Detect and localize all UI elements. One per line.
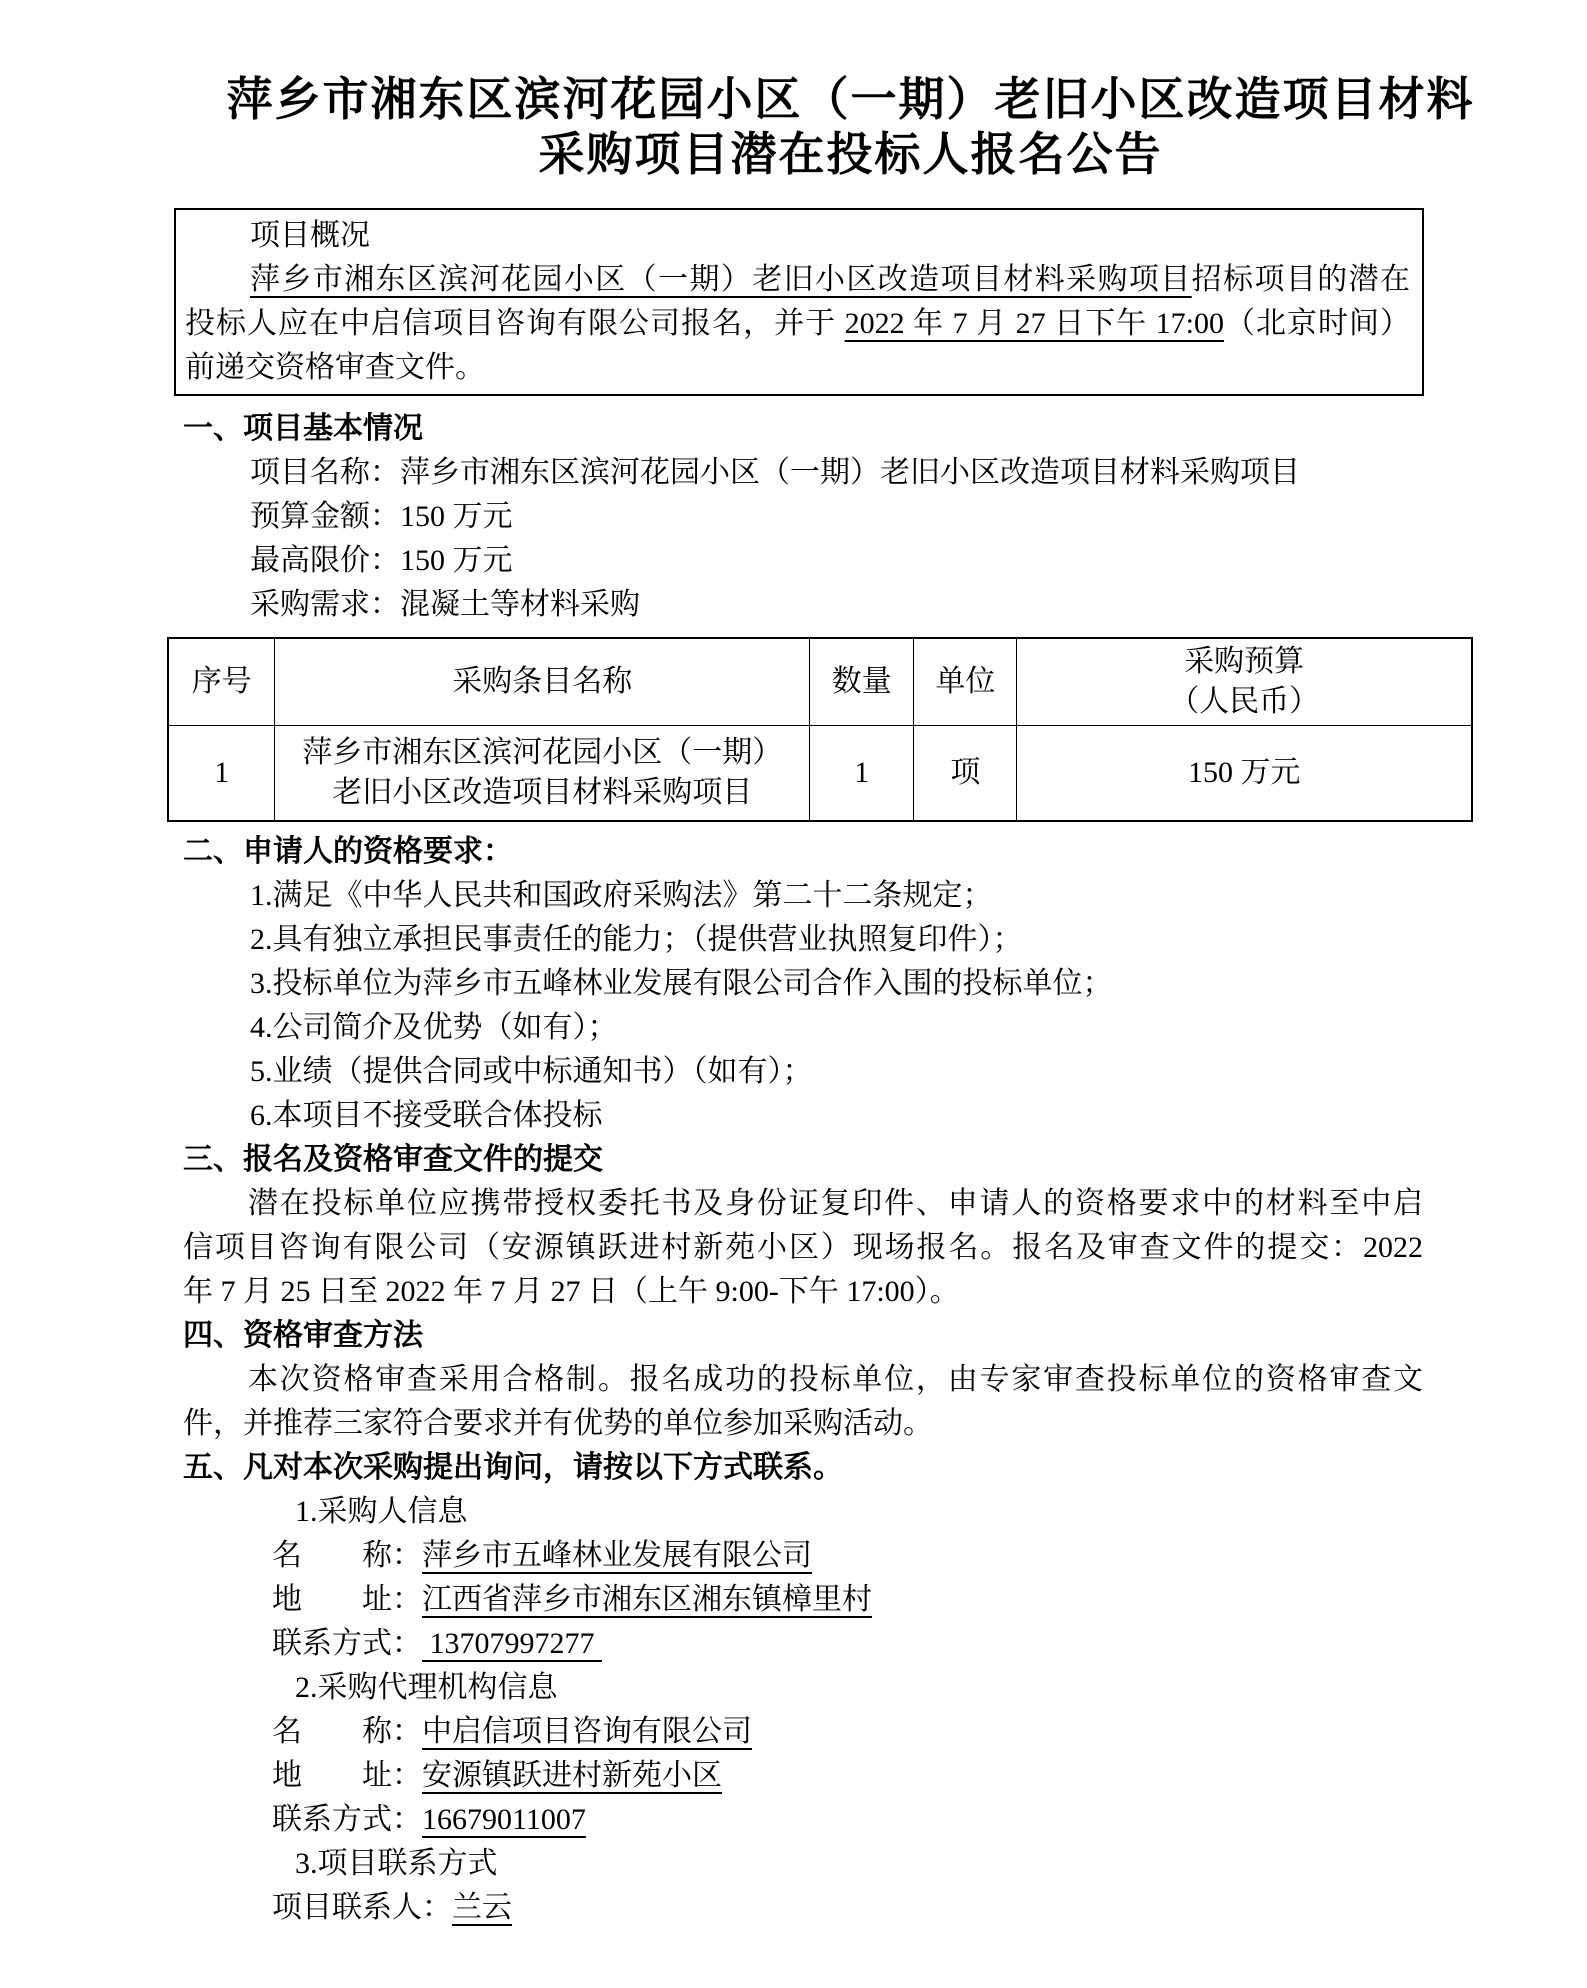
qualification-item-5: 5.业绩（提供合同或中标通知书）（如有）； <box>250 1055 813 1088</box>
doc-title-line-2: 采购项目潜在投标人报名公告 <box>538 129 1163 180</box>
qualification-item-4: 4.公司简介及优势（如有）； <box>250 1011 618 1044</box>
section-1-heading: 一、项目基本情况 <box>183 412 423 445</box>
buyer-name-value: 萍乡市五峰林业发展有限公司 <box>422 1539 812 1572</box>
section-3-line-3: 年 7 月 25 日至 2022 年 7 月 27 日（上午 9:00-下午 17:00）。 <box>183 1275 960 1308</box>
overview-project-name: 萍乡市湘东区滨河花园小区（一期）老旧小区改造项目材料采购项目 <box>250 263 1192 296</box>
overview-line-1 <box>185 258 1410 302</box>
section-3-line-1: 潜在投标单位应携带授权委托书及身份证复印件、申请人的资格要求中的材料至中启 <box>248 1187 1423 1220</box>
row-qty: 1 <box>810 726 914 822</box>
overview-line-2-post: （北京时间） <box>1223 307 1411 340</box>
section-4-heading: 四、资格审查方法 <box>183 1319 423 1352</box>
overview-line-3: 前递交资格审查文件。 <box>185 351 485 384</box>
buyer-address-line <box>272 1578 1473 1622</box>
table-header-seq: 序号 <box>168 638 275 726</box>
section-2-heading: 二、申请人的资格要求： <box>183 835 513 868</box>
section-4-paragraph <box>183 1358 1423 1446</box>
row-budget: 150 万元 <box>1017 726 1472 822</box>
max-price-line: 最高限价：150 万元 <box>250 544 513 577</box>
overview-line-2 <box>185 302 1410 346</box>
project-name-line: 项目名称：萍乡市湘东区滨河花园小区（一期）老旧小区改造项目材料采购项目 <box>250 456 1300 489</box>
project-contact-line <box>272 1886 1473 1930</box>
row-item-name-line-1: 萍乡市湘东区滨河花园小区（一期） <box>302 736 783 769</box>
section-4-line-2: 件，并推荐三家符合要求并有优势的单位参加采购活动。 <box>183 1407 933 1440</box>
buyer-name-line <box>272 1534 1473 1578</box>
buyer-address-label: 地 址： <box>272 1583 422 1616</box>
qualification-item-1: 1.满足《中华人民共和国政府采购法》第二十二条规定； <box>250 879 993 912</box>
buyer-address-value: 江西省萍乡市湘东区湘东镇樟里村 <box>422 1583 872 1616</box>
table-header-budget-line-1: 采购预算 <box>1184 645 1305 678</box>
row-seq: 1 <box>168 726 275 822</box>
qualification-item-6: 6.本项目不接受联合体投标 <box>250 1099 603 1132</box>
overview-line-1-rest: 招标项目的潜在 <box>1191 263 1411 296</box>
section-3-heading: 三、报名及资格审查文件的提交 <box>183 1143 603 1176</box>
project-contact-label: 项目联系人： <box>272 1891 452 1924</box>
section-3-line-2: 信项目咨询有限公司（安源镇跃进村新苑小区）现场报名。报名及审查文件的提交：2022 <box>183 1231 1423 1264</box>
agent-phone-line <box>272 1798 1473 1842</box>
project-contact-value: 兰云 <box>452 1891 512 1924</box>
agent-name-label: 名 称： <box>272 1715 422 1748</box>
section-4-line-1: 本次资格审查采用合格制。报名成功的投标单位，由专家审查投标单位的资格审查文 <box>248 1363 1423 1396</box>
project-overview-box <box>174 208 1424 396</box>
agent-address-line <box>272 1754 1473 1798</box>
row-item-name-line-2: 老旧小区改造项目材料采购项目 <box>332 776 753 809</box>
table-header-budget <box>1017 638 1472 726</box>
agent-phone-label: 联系方式： <box>272 1803 422 1836</box>
overview-label: 项目概况 <box>250 219 370 252</box>
agent-name-value: 中启信项目咨询有限公司 <box>422 1715 752 1748</box>
doc-title <box>114 72 1587 182</box>
agent-address-label: 地 址： <box>272 1759 422 1792</box>
agent-address-value: 安源镇跃进村新苑小区 <box>422 1759 722 1792</box>
table-header-unit: 单位 <box>914 638 1017 726</box>
agent-info-title: 2.采购代理机构信息 <box>295 1671 558 1704</box>
table-header-budget-line-2: （人民币） <box>1169 685 1320 718</box>
procurement-demand-line: 采购需求：混凝土等材料采购 <box>250 588 640 621</box>
table-header-row <box>168 638 1472 726</box>
budget-amount-line: 预算金额：150 万元 <box>250 500 513 533</box>
overview-line-2-pre: 投标人应在中启信项目咨询有限公司报名，并于 <box>185 307 845 340</box>
section-5-heading: 五、凡对本次采购提出询问，请按以下方式联系。 <box>183 1451 843 1484</box>
agent-phone-value: 16679011007 <box>422 1803 586 1836</box>
section-3-paragraph <box>183 1182 1423 1314</box>
table-row <box>168 726 1472 822</box>
buyer-name-label: 名 称： <box>272 1539 422 1572</box>
table-header-name: 采购条目名称 <box>275 638 810 726</box>
row-item-name <box>275 726 810 822</box>
procurement-table <box>167 637 1473 822</box>
buyer-info-title: 1.采购人信息 <box>295 1495 468 1528</box>
qualification-item-2: 2.具有独立承担民事责任的能力；（提供营业执照复印件）； <box>250 923 1023 956</box>
buyer-phone-value: 13707997277 <box>422 1627 602 1660</box>
buyer-phone-label: 联系方式： <box>272 1627 422 1660</box>
project-contact-title: 3.项目联系方式 <box>295 1847 498 1880</box>
row-unit: 项 <box>914 726 1017 822</box>
agent-name-line <box>272 1710 1473 1754</box>
qualification-item-3: 3.投标单位为萍乡市五峰林业发展有限公司合作入围的投标单位； <box>250 967 1113 1000</box>
overview-deadline: 2022 年 7 月 27 日下午 17:00 <box>844 307 1224 340</box>
buyer-phone-line <box>272 1622 1473 1666</box>
doc-title-line-1: 萍乡市湘东区滨河花园小区（一期）老旧小区改造项目材料 <box>226 74 1475 125</box>
table-header-qty: 数量 <box>810 638 914 726</box>
